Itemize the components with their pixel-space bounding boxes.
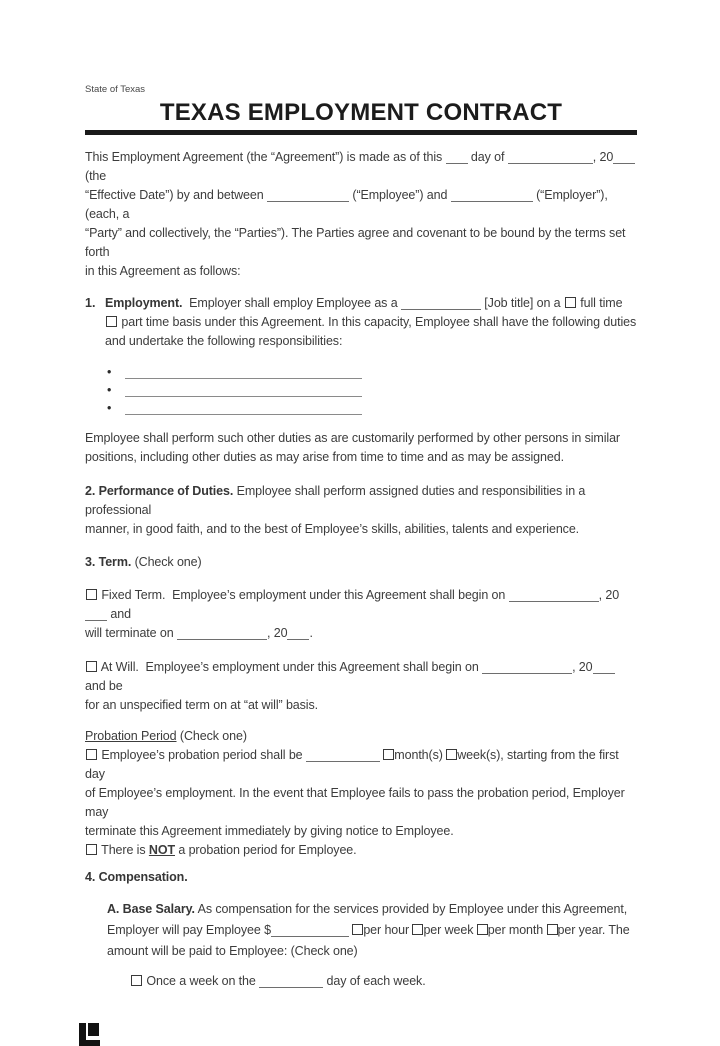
pay-schedule-line	[130, 972, 637, 991]
probation-heading-line	[85, 727, 637, 746]
intro-text: “Effective Date”) by and between	[85, 188, 264, 202]
blank-duty-2[interactable]	[125, 384, 362, 397]
pay-schedule-text: day of each week.	[326, 974, 426, 988]
blank-fixed-start-date[interactable]	[509, 588, 599, 602]
checkbox-per-year[interactable]	[547, 924, 558, 935]
duty-bullet-row-3	[107, 399, 637, 417]
blank-fixed-start-year[interactable]	[85, 607, 107, 621]
fixed-term-text: Employee’s employment under this Agreement shall begin on	[172, 588, 506, 602]
checkbox-part-time[interactable]	[106, 316, 117, 327]
compensation-heading: 4. Compensation.	[85, 870, 188, 884]
checkbox-no-probation[interactable]	[86, 844, 97, 855]
probation-none-line	[85, 841, 637, 860]
base-salary-text: per year. The	[557, 923, 630, 937]
term-check-one: (Check one)	[134, 555, 202, 569]
blank-atwill-start-year[interactable]	[593, 660, 615, 674]
checkbox-once-a-week[interactable]	[131, 975, 142, 986]
blank-duty-1[interactable]	[125, 366, 362, 379]
intro-line-2	[85, 186, 637, 224]
intro-line-4: in this Agreement as follows:	[85, 264, 241, 278]
probation-text: a probation period for Employee.	[178, 843, 357, 857]
intro-text: day of	[470, 150, 505, 164]
blank-atwill-start-date[interactable]	[482, 660, 572, 674]
section-number: 1.	[85, 296, 96, 310]
checkbox-per-month[interactable]	[477, 924, 488, 935]
probation-text: week(s), starting from the first day	[85, 748, 619, 781]
probation-not-emphasis: NOT	[148, 843, 175, 857]
intro-text: (the	[85, 169, 107, 183]
probation-line-2: of Employee’s employment. In the event that Employee fails to pass the probation period, Employer may	[85, 786, 625, 819]
checkbox-months[interactable]	[383, 749, 394, 760]
base-salary-line-1	[107, 899, 637, 920]
probation-section	[85, 727, 637, 860]
title-rule	[85, 130, 637, 135]
blank-probation-duration[interactable]	[306, 748, 380, 762]
employment-text: Employer shall employ Employee as a	[189, 296, 398, 310]
bullet-icon: •	[107, 365, 112, 379]
intro-paragraph	[85, 148, 637, 281]
employment-line-1	[105, 294, 637, 313]
checkbox-probation-duration[interactable]	[86, 749, 97, 760]
at-will-text: , 20	[572, 660, 593, 674]
at-will-text: and be	[85, 679, 123, 693]
bullet-icon: •	[107, 401, 112, 415]
base-salary-text: per hour	[363, 923, 410, 937]
blank-employer-name[interactable]	[451, 188, 533, 202]
document-title: TEXAS EMPLOYMENT CONTRACT	[159, 99, 563, 126]
probation-text: Employee’s probation period shall be	[101, 748, 303, 762]
intro-text: (“Employee”) and	[352, 188, 448, 202]
checkbox-at-will[interactable]	[86, 661, 97, 672]
state-label: State of Texas	[85, 84, 146, 95]
blank-employee-name[interactable]	[267, 188, 349, 202]
fixed-term-text: will terminate on	[85, 626, 174, 640]
fixed-term-text: and	[110, 607, 131, 621]
bullet-icon: •	[107, 383, 112, 397]
logo-block-icon	[88, 1023, 99, 1036]
at-will-option	[85, 658, 637, 715]
performance-text: Employee shall perform assigned duties and responsibilities in a professional	[85, 484, 586, 517]
blank-month[interactable]	[508, 150, 593, 164]
other-duties-line-2: positions, including other duties as may arise from time to time and as may be assigned.	[85, 450, 564, 464]
section-compensation	[85, 868, 637, 887]
base-salary-block	[85, 899, 637, 962]
checkbox-per-hour[interactable]	[352, 924, 363, 935]
checkbox-full-time[interactable]	[565, 297, 576, 308]
probation-text: There is	[101, 843, 146, 857]
checkbox-per-week[interactable]	[412, 924, 423, 935]
employment-line-3: and undertake the following responsibilities:	[105, 334, 343, 348]
duties-bullet-list	[85, 363, 637, 417]
at-will-text: Employee’s employment under this Agreement shall begin on	[145, 660, 479, 674]
duty-bullet-row-2	[107, 381, 637, 399]
performance-line-2: manner, in good faith, and to the best of Employee’s skills, abilities, talents and experience.	[85, 522, 580, 536]
performance-line-1	[85, 482, 637, 520]
probation-check-one: (Check one)	[179, 729, 247, 743]
at-will-label: At Will.	[100, 660, 139, 674]
fixed-term-text: .	[309, 626, 313, 640]
term-heading-line	[85, 553, 637, 572]
intro-text: (“Employer”), (each, a	[85, 188, 608, 221]
at-will-line-2: for an unspecified term on at “at will” basis.	[85, 698, 319, 712]
employment-text: part time basis under this Agreement. In this capacity, Employee shall have the following duties	[121, 315, 637, 329]
base-salary-heading: A. Base Salary.	[107, 902, 195, 916]
performance-heading: 2. Performance of Duties.	[85, 484, 234, 498]
probation-line-3: terminate this Agreement immediately by giving notice to Employee.	[85, 824, 454, 838]
base-salary-text: As compensation for the services provided by Employee under this Agreement,	[197, 902, 628, 916]
fixed-term-text: , 20	[267, 626, 288, 640]
employment-text: [Job title] on a	[484, 296, 561, 310]
base-salary-line-3: amount will be paid to Employee: (Check one)	[107, 944, 358, 958]
blank-job-title[interactable]	[401, 296, 481, 310]
pay-schedule-text: Once a week on the	[146, 974, 256, 988]
base-salary-text: per month	[487, 923, 544, 937]
fixed-term-line-2	[85, 624, 637, 643]
blank-fixed-end-date[interactable]	[177, 626, 267, 640]
blank-fixed-end-year[interactable]	[287, 626, 309, 640]
probation-line-1	[85, 746, 637, 784]
duty-bullet-row-1	[107, 363, 637, 381]
fixed-term-option	[85, 586, 637, 643]
intro-line-3: “Party” and collectively, the “Parties”). The Parties agree and covenant to be bound by the terms set forth	[85, 226, 626, 259]
checkbox-fixed-term[interactable]	[86, 589, 97, 600]
blank-pay-day[interactable]	[259, 974, 323, 988]
blank-salary-amount[interactable]	[271, 923, 349, 937]
other-duties-paragraph	[85, 429, 637, 467]
term-heading: 3. Term.	[85, 555, 132, 569]
fixed-term-label: Fixed Term.	[101, 588, 166, 602]
probation-heading: Probation Period	[85, 729, 177, 743]
pay-schedule-option	[85, 972, 637, 991]
intro-text: , 20	[592, 150, 614, 164]
section-term	[85, 553, 637, 572]
blank-year[interactable]	[613, 150, 635, 164]
checkbox-weeks[interactable]	[446, 749, 457, 760]
legaltemplates-logo	[79, 1023, 100, 1046]
fixed-term-text: , 20	[598, 588, 620, 602]
probation-text: month(s)	[394, 748, 443, 762]
section-performance	[85, 482, 637, 539]
blank-duty-3[interactable]	[125, 402, 362, 415]
employment-heading: Employment.	[105, 296, 183, 310]
intro-line-1	[85, 148, 637, 186]
employment-line-2	[105, 313, 637, 332]
base-salary-line-2	[107, 920, 637, 941]
at-will-line-1	[85, 658, 637, 696]
intro-text: This Employment Agreement (the “Agreement”) is made as of this	[85, 150, 443, 164]
blank-day-number[interactable]	[446, 150, 468, 164]
section-employment	[85, 294, 637, 351]
employment-text: full time	[580, 296, 623, 310]
base-salary-text: per week	[423, 923, 474, 937]
fixed-term-line-1	[85, 586, 637, 624]
base-salary-text: Employer will pay Employee $	[107, 923, 271, 937]
other-duties-line-1: Employee shall perform such other duties as are customarily performed by other persons in similar	[85, 431, 620, 445]
